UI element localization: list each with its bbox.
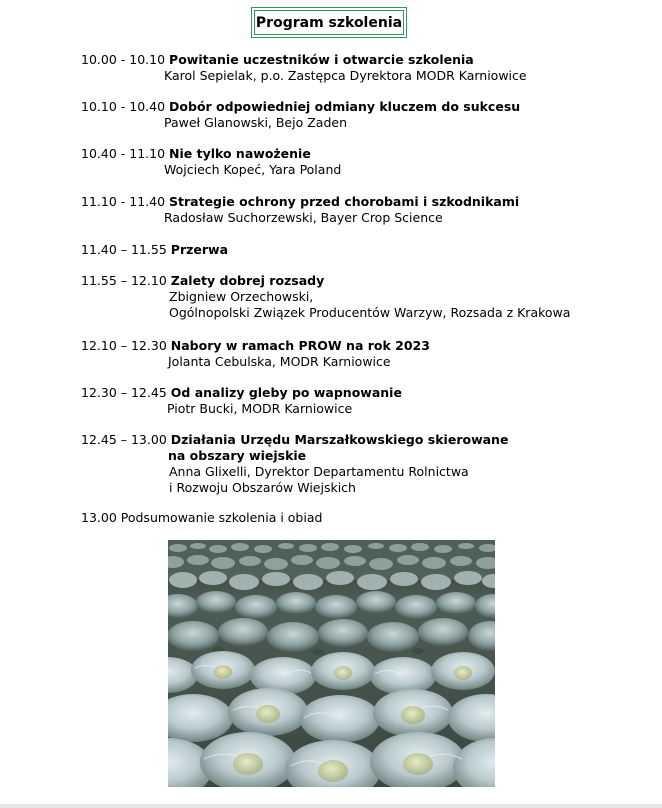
agenda-topic: Przerwa (170, 242, 229, 257)
agenda-topic: Strategie ochrony przed chorobami i szkodnikami (169, 194, 520, 209)
agenda-speaker: i Rozwoju Obszarów Wiejskich (169, 480, 356, 495)
agenda-item (81, 52, 527, 84)
agenda-time: 10.00 - 10.10 (81, 52, 166, 67)
agenda-speaker: Radosław Suchorzewski, Bayer Crop Science (164, 210, 443, 225)
agenda-speaker: Zbigniew Orzechowski, (169, 289, 314, 304)
agenda-topic-continued: na obszary wiejskie (168, 448, 307, 463)
page-title: Program szkolenia (255, 14, 403, 31)
agenda-speaker: Jolanta Cebulska, MODR Karniowice (168, 354, 391, 369)
agenda-speaker: Paweł Glanowski, Bejo Zaden (164, 115, 347, 130)
agenda-topic: Nie tylko nawożenie (169, 146, 311, 161)
agenda-topic: Od analizy gleby po wapnowanie (170, 385, 402, 400)
agenda-speaker: Karol Sepielak, p.o. Zastępca Dyrektora MODR Karniowice (164, 68, 527, 83)
agenda-item (81, 194, 519, 226)
agenda-item (81, 385, 402, 417)
agenda-speaker: Wojciech Kopeć, Yara Poland (164, 162, 342, 177)
agenda-speaker: Piotr Bucki, MODR Karniowice (167, 401, 353, 416)
agenda-time: 10.40 - 11.10 (81, 146, 166, 161)
agenda-topic: Zalety dobrej rozsady (170, 273, 325, 288)
agenda-topic: Powitanie uczestników i otwarcie szkolenia (169, 52, 474, 67)
program-title-box (251, 7, 407, 38)
agenda-item (81, 146, 341, 178)
agenda-topic: Dobór odpowiedniej odmiany kluczem do sukcesu (169, 99, 521, 114)
agenda-item (81, 99, 520, 131)
agenda-item (81, 432, 508, 496)
closing-text: 13.00 Podsumowanie szkolenia i obiad (81, 510, 323, 525)
agenda-time: 11.10 - 11.40 (81, 194, 166, 209)
agenda-item (81, 242, 228, 258)
agenda-speaker: Ogólnopolski Związek Producentów Warzyw, Rozsada z Krakowa (169, 305, 571, 320)
agenda-time: 12.30 – 12.45 (81, 385, 167, 400)
cabbage-field-image (168, 540, 495, 787)
closing-line (81, 510, 322, 526)
page-bottom-edge (0, 804, 662, 808)
agenda-time: 11.55 – 12.10 (81, 273, 167, 288)
agenda-topic: Działania Urzędu Marszałkowskiego skierowane (170, 432, 509, 447)
agenda-time: 12.45 – 13.00 (81, 432, 167, 447)
agenda-speaker: Anna Glixelli, Dyrektor Departamentu Rolnictwa (169, 464, 469, 479)
agenda-topic: Nabory w ramach PROW na rok 2023 (170, 338, 430, 353)
agenda-time: 12.10 – 12.30 (81, 338, 167, 353)
cabbage-field-photo (168, 540, 495, 787)
agenda-time: 10.10 - 10.40 (81, 99, 166, 114)
agenda-time: 11.40 – 11.55 (81, 242, 167, 257)
agenda-item (81, 273, 570, 321)
agenda-item (81, 338, 430, 370)
